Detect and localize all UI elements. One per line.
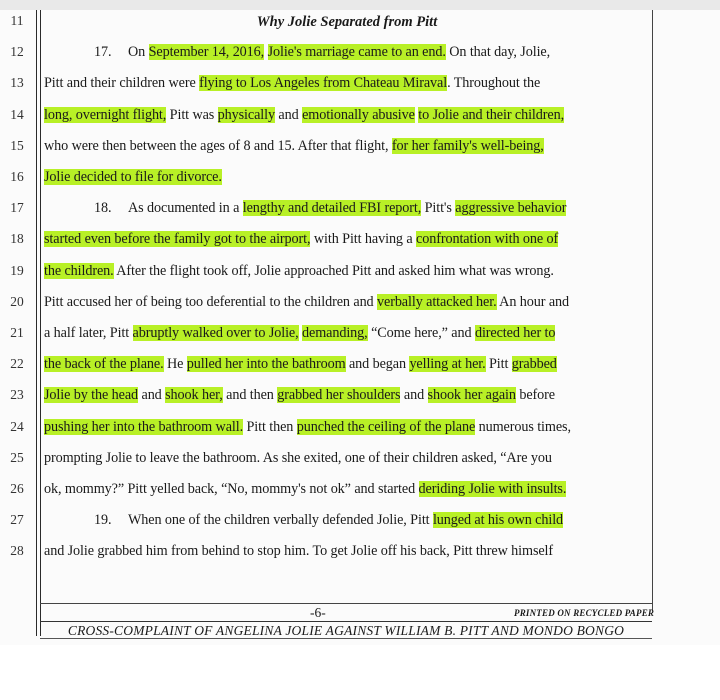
text-line [44,293,569,311]
body-text: numerous times, [475,418,571,435]
page-number: -6- [310,605,326,620]
body-text: When one of the children verbally defended Jolie, Pitt [128,512,433,529]
highlighted-text: lunged at his own child [432,512,564,529]
text-line [44,542,553,560]
highlighted-text: to Jolie and their children, [418,106,565,123]
body-text: Pitt was [166,106,218,123]
highlighted-text: grabbed her shoulders [277,387,401,404]
text-line [44,74,540,92]
footer-rule [40,603,652,604]
body-text: who were then between the ages of 8 and 15. After that flight, [44,137,392,154]
highlighted-text: long, overnight flight, [44,106,167,123]
highlighted-text: directed her to [474,325,556,341]
highlighted-text: aggressive behavior [455,200,567,217]
highlighted-text: abruptly walked over to Jolie, [132,325,299,341]
left-margin-rule-inner [40,10,41,636]
body-text: and then [222,387,278,404]
text-line [44,230,558,248]
line-number: 18 [10,231,24,247]
text-line [44,106,564,124]
highlighted-text: shook her, [165,387,223,404]
text-line [44,449,552,467]
highlighted-text: physically [217,106,275,123]
highlighted-text: September 14, 2016, [148,44,265,61]
highlighted-text: for her family's well-being, [391,137,544,154]
footer-rule [40,621,652,622]
body-text: “Come here,” and [367,325,475,341]
text-line [44,324,555,342]
paragraph-number: 17. [94,44,112,61]
line-number: 17 [10,200,24,216]
text-line [44,480,566,498]
text-line [44,168,222,186]
highlighted-text: lengthy and detailed FBI report, [242,200,422,217]
highlighted-text: punched the ceiling of the plane [296,418,476,435]
body-text: Pitt's [421,200,456,217]
body-text: prompting Jolie to leave the bathroom. As she exited, one of their children asked, “Are you [44,449,552,466]
line-number: 26 [10,481,24,496]
highlighted-text: flying to Los Angeles from Chateau Miraval [199,75,448,92]
body-text: and [400,387,428,404]
text-line [44,137,544,155]
line-number: 24 [10,418,24,434]
highlighted-text: deriding Jolie with insults. [418,481,567,497]
right-margin-rule [652,10,653,610]
highlighted-text: Jolie's marriage came to an end. [267,44,446,61]
body-text: Pitt [485,356,512,373]
body-text: and began [345,356,410,373]
body-text: with Pitt having a [310,231,417,248]
highlighted-text: demanding, [302,325,368,341]
line-number: 22 [10,356,24,372]
highlighted-text: Jolie decided to file for divorce. [44,169,222,185]
line-number: 25 [10,449,24,465]
highlighted-text: shook her again [427,387,516,404]
body-text: He [163,356,187,373]
highlighted-text: grabbed [511,356,557,373]
body-text: and [138,387,166,404]
text-line [44,43,550,61]
body-text: . Throughout the [447,75,541,92]
text-line [44,386,555,404]
line-number: 19 [10,262,24,278]
body-text: and [274,106,303,123]
highlighted-text: Jolie by the head [44,387,139,404]
line-number: 28 [10,543,24,559]
line-number: 12 [10,44,24,60]
body-text: before [515,387,555,404]
body-text: Pitt accused her of being too deferential to the children and [44,293,377,310]
line-number: 11 [10,13,24,28]
text-line [44,418,571,436]
body-text: Pitt then [243,418,297,435]
line-number: 14 [10,106,24,122]
document-title-footer: CROSS-COMPLAINT OF ANGELINA JOLIE AGAINST WILLIAM B. PITT AND MONDO BONGO [67,623,625,638]
highlighted-text: confrontation with one of [416,231,559,248]
highlighted-text: the back of the plane. [44,356,164,373]
line-number: 27 [10,512,24,528]
text-line [44,355,557,373]
paragraph-number: 19. [94,512,112,529]
highlighted-text: pushing her into the bathroom wall. [44,418,244,435]
left-margin-rule [36,10,37,636]
line-number: 15 [10,137,24,153]
body-text: After the flight took off, Jolie approached Pitt and asked him what was wrong. [113,262,554,279]
highlighted-text: started even before the family got to the airport, [44,231,311,248]
body-text: ok, mommy?” Pitt yelled back, “No, mommy's not ok” and started [44,481,419,497]
line-number: 23 [10,387,24,403]
page-bottom-margin [0,645,720,700]
highlighted-text: pulled her into the bathroom [186,356,346,373]
top-edge [0,0,720,10]
highlighted-text: the children. [44,262,114,279]
body-text: On [128,44,149,61]
body-text: On that day, Jolie, [445,44,551,61]
highlighted-text: verbally attacked her. [377,293,497,310]
body-text: As documented in a [128,200,243,217]
body-text: and Jolie grabbed him from behind to stop him. To get Jolie off his back, Pitt threw himself [44,543,554,560]
line-number: 21 [10,325,24,340]
highlighted-text: yelling at her. [409,356,486,373]
body-text: Pitt and their children were [44,75,200,92]
body-text: An hour and [496,293,570,310]
text-line [44,199,566,217]
recycled-paper-label: PRINTED ON RECYCLED PAPER [514,608,655,618]
section-heading: Why Jolie Separated from Pitt [256,14,438,30]
line-number: 20 [10,293,24,309]
paragraph-number: 18. [94,200,112,217]
text-line [44,262,554,280]
body-text: a half later, Pitt [44,325,133,341]
line-number: 16 [10,169,24,184]
line-number: 13 [10,75,24,91]
highlighted-text: emotionally abusive [302,106,415,123]
footer-rule [40,638,652,639]
text-line [44,511,563,529]
